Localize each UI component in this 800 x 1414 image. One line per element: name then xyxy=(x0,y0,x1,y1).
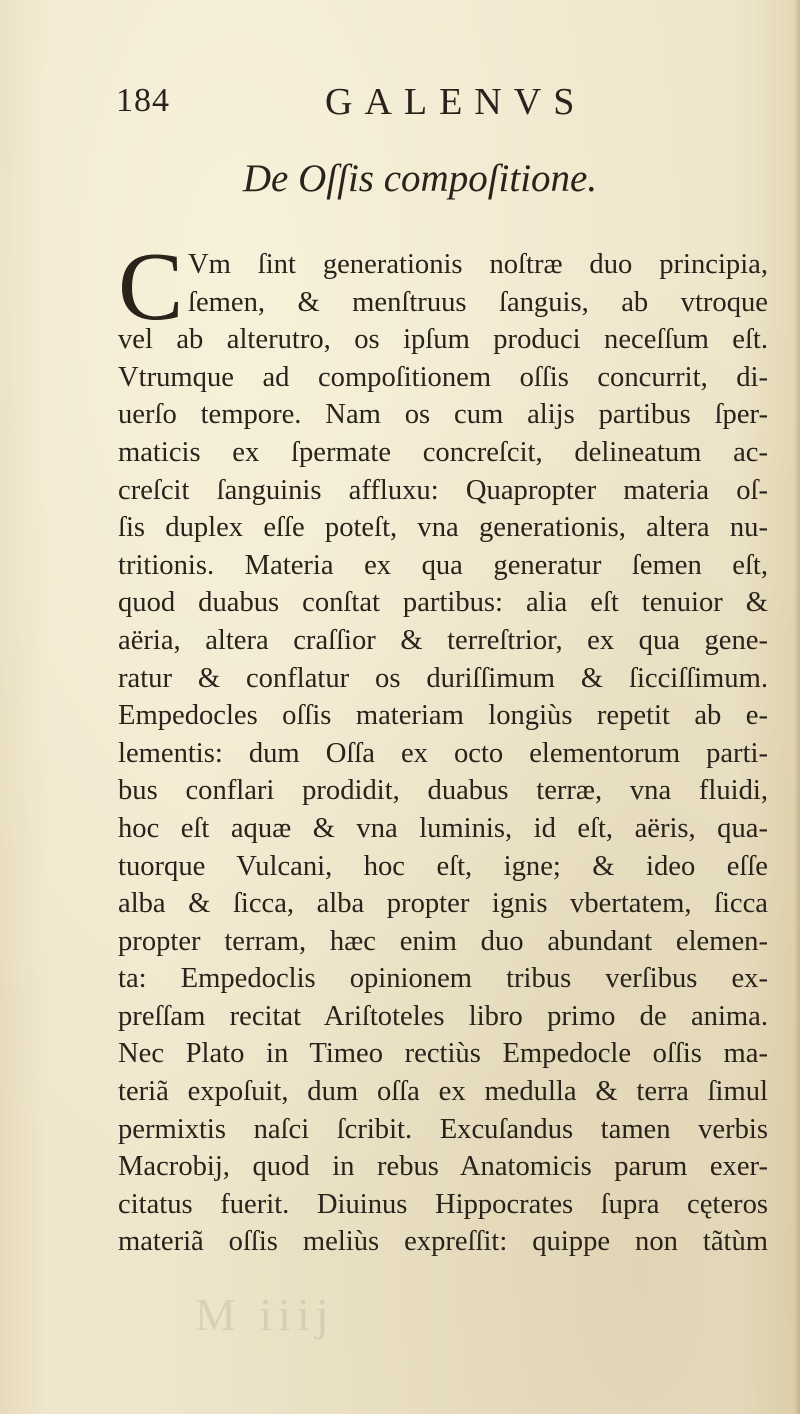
text-line: uerſo tempore. Nam os cum alijs partibus ſper- xyxy=(118,399,768,431)
text-line: ſis duplex eſſe poteſt, vna generationis, altera nu- xyxy=(118,512,768,544)
text-line: citatus fuerit. Diuinus Hippocrates ſupra cęteros xyxy=(118,1188,768,1220)
section-title: De Oſſis compoſitione. xyxy=(242,157,598,200)
text-line: permixtis naſci ſcribit. Excuſandus tamen verbis xyxy=(118,1113,768,1145)
text-line: materiã oſſis meliùs expreſſit: quippe non tãtùm xyxy=(118,1226,768,1258)
text-line: ratur & conflatur os duriſſimum & ſicciſſimum. xyxy=(118,662,768,694)
text-line: tritionis. Materia ex qua generatur ſemen eſt, xyxy=(118,549,768,581)
text-line: creſcit ſanguinis affluxu: Quapropter materia oſ- xyxy=(118,474,768,506)
text-line: tuorque Vulcani, hoc eſt, igne; & ideo eſſe xyxy=(118,850,768,882)
text-line: Nec Plato in Timeo rectiùs Empedocle oſſis ma- xyxy=(118,1038,768,1070)
text-line: ta: Empedoclis opinionem tribus verſibus ex- xyxy=(118,963,768,995)
drop-cap-initial: C xyxy=(118,233,184,341)
text-line: teriã expoſuit, dum oſſa ex medulla & terra ſimul xyxy=(118,1076,768,1108)
page-number: 184 xyxy=(116,82,170,119)
page-edge-shadow xyxy=(794,0,800,1414)
text-line: quod duabus conſtat partibus: alia eſt tenuior & xyxy=(118,587,768,619)
text-line: hoc eſt aquæ & vna luminis, id eſt, aëris, qua- xyxy=(118,812,768,844)
text-line: maticis ex ſpermate concreſcit, delineatum ac- xyxy=(118,436,768,468)
text-line: preſſam recitat Ariſtoteles libro primo de anima. xyxy=(118,1000,768,1032)
text-line: Vm ſint generationis noſtræ duo principia, xyxy=(188,249,768,280)
text-line: vel ab alterutro, os ipſum produci neceſſum eſt. xyxy=(118,324,768,356)
text-line: lementis: dum Oſſa ex octo elementorum parti- xyxy=(118,737,768,769)
body-text xyxy=(118,233,768,1261)
text-line: Empedocles oſſis materiam longiùs repetit ab e- xyxy=(118,700,768,732)
running-head: GALENVS xyxy=(325,81,587,123)
text-line: Vtrumque ad compoſitionem oſſis concurrit, di- xyxy=(118,361,768,393)
text-line: bus conflari prodidit, duabus terræ, vna fluidi, xyxy=(118,775,768,807)
text-line: ſemen, & menſtruus ſanguis, ab vtroque xyxy=(188,286,768,318)
signature-mark: M iiij xyxy=(195,1289,335,1340)
text-line: alba & ſicca, alba propter ignis vbertatem, ſicca xyxy=(118,888,768,920)
text-line: Macrobij, quod in rebus Anatomicis parum exer- xyxy=(118,1151,768,1183)
text-line: aëria, altera craſſior & terreſtrior, ex qua gene- xyxy=(118,624,768,656)
text-line: propter terram, hæc enim duo abundant elemen- xyxy=(118,925,768,957)
